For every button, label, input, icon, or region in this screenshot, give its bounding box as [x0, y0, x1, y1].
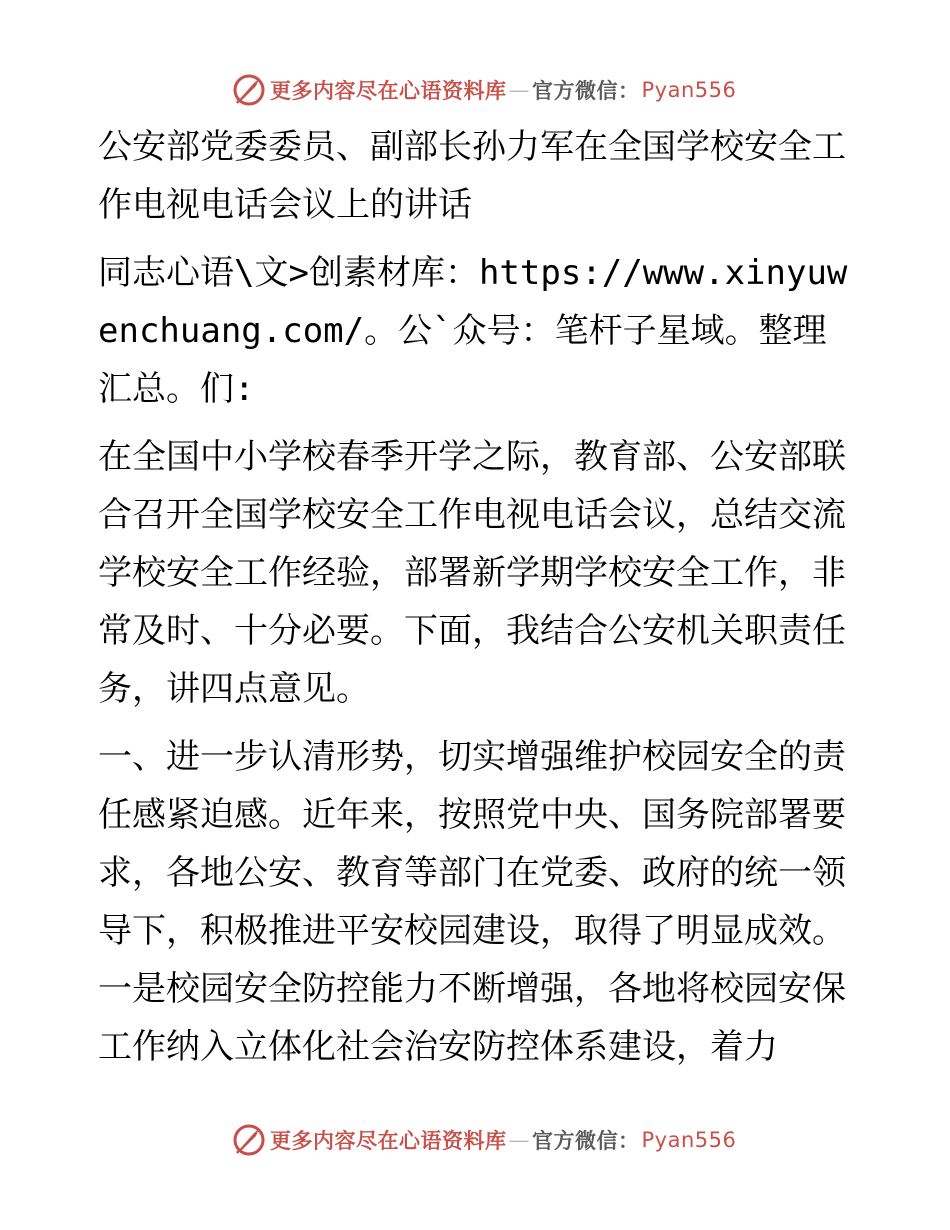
banner-dash: — — [508, 78, 530, 102]
quill-logo-icon — [232, 1123, 266, 1157]
banner-brand-text: 更多内容尽在心语资料库 — [270, 78, 507, 103]
footer-wechat-id: Pyan556 — [641, 1128, 737, 1152]
banner-wechat-id: Pyan556 — [641, 78, 737, 102]
document-body — [98, 118, 858, 1076]
header-banner — [232, 70, 752, 110]
section-one-paragraph: 一、进一步认清形势，切实增强维护校园安全的责任感紧迫感。近年来，按照党中央、国务院部署要求，各地公安、教育等部门在党委、政府的统一领导下，积极推进平安校园建设，取得了明显成效。一是校园安全防控能力不断增强，各地将校园安保工作纳入立体化社会治安防控体系建设，着力 — [98, 737, 846, 1067]
document-title: 公安部党委委员、副部长孙力军在全国学校安全工作电视电话会议上的讲话 — [98, 127, 846, 225]
source-note: 同志心语\文>创素材库：https://www.xinyuwenchuang.com/。公`众号：笔杆子星域。整理汇总。们: — [98, 253, 848, 409]
banner-official-label: 官方微信： — [532, 78, 640, 103]
footer-official-label: 官方微信： — [532, 1128, 640, 1153]
intro-paragraph: 在全国中小学校春季开学之际，教育部、公安部联合召开全国学校安全工作电视电话会议，总结交流学校安全工作经验，部署新学期学校安全工作，非常及时、十分必要。下面，我结合公安机关职责任务，讲四点意见。 — [98, 437, 846, 709]
footer-banner — [232, 1120, 752, 1160]
footer-dash: — — [508, 1128, 530, 1152]
footer-brand-text: 更多内容尽在心语资料库 — [270, 1128, 507, 1153]
quill-logo-icon — [232, 73, 266, 107]
